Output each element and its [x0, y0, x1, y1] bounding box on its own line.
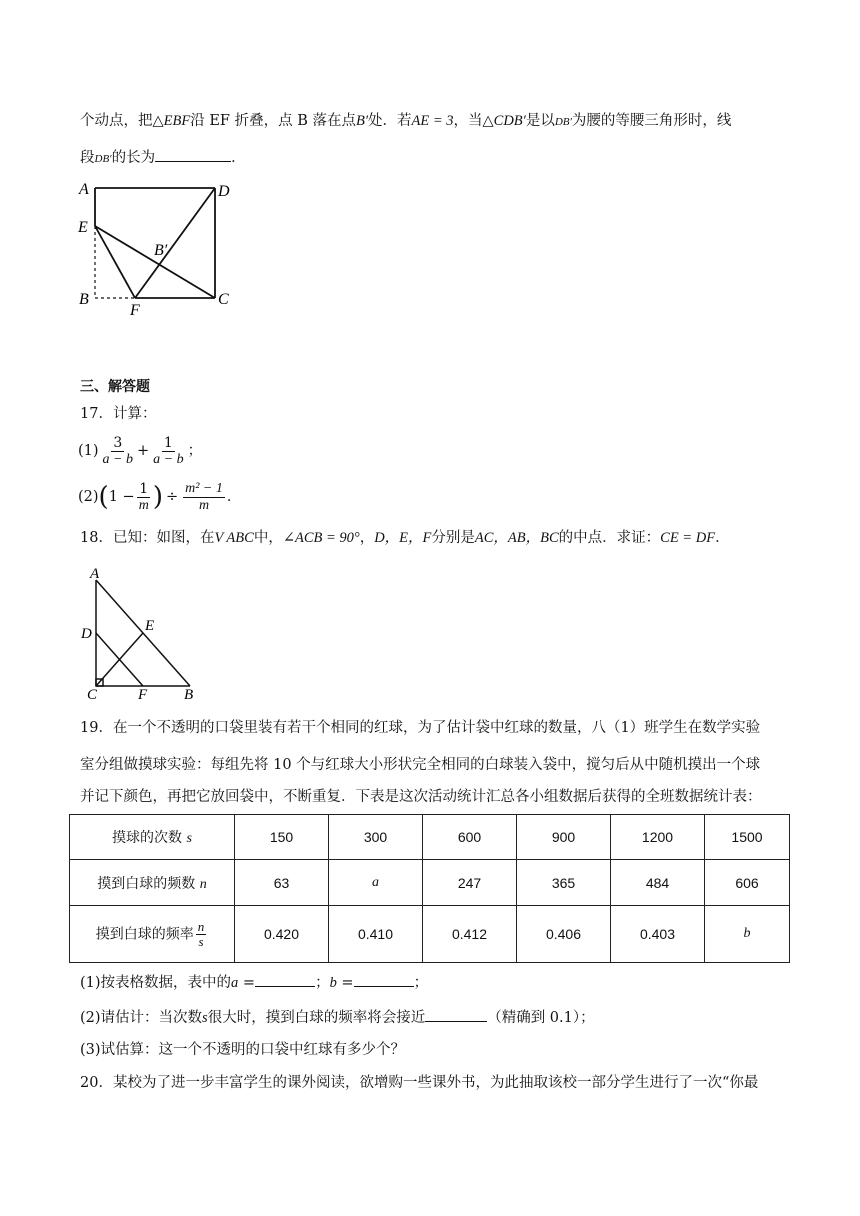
q18-statement: 18．已知：如图，在V ABC中，∠ACB = 90°，D，E，F分别是AC，AB，BC的中点．求证：CE = DF． — [80, 530, 730, 546]
answer-blank-b[interactable] — [354, 972, 414, 987]
table-cell: a — [329, 860, 423, 906]
table-cell: 150 — [235, 815, 329, 860]
label-d: D — [81, 626, 92, 642]
label-f: F — [138, 687, 148, 702]
label-f: F — [130, 302, 140, 318]
answer-blank[interactable] — [155, 147, 231, 162]
table-cell: 0.410 — [329, 906, 423, 963]
q16-line1: 个动点，把△EBF沿 EF 折叠，点 B 落在点B′处．若AE = 3，当△CDB′是以DB′为腰的等腰三角形时，线 — [80, 113, 732, 129]
q17-title: 17．计算： — [80, 406, 157, 422]
row-header: 摸球的次数 s — [70, 815, 235, 860]
table-cell: 0.420 — [235, 906, 329, 963]
label-b: B — [79, 291, 89, 308]
section-heading: 三、解答题 — [80, 379, 150, 395]
table-cell: 1500 — [705, 815, 790, 860]
fraction: $\frac{\text{m² − 1}}{m}$ — [185, 480, 223, 513]
table-cell: 300 — [329, 815, 423, 860]
table-cell: 900 — [517, 815, 611, 860]
table-cell: 600 — [423, 815, 517, 860]
label-c: C — [87, 687, 98, 702]
table-cell: 606 — [705, 860, 790, 906]
q19-line3: 并记下颜色，再把它放回袋中，不断重复．下表是这次活动统计汇总各小组数据后获得的全班数据统计表： — [80, 789, 762, 805]
table-cell: 0.406 — [517, 906, 611, 963]
table-row — [70, 815, 790, 860]
label-e: E — [78, 219, 88, 236]
table-cell: 484 — [611, 860, 705, 906]
table-cell: 247 — [423, 860, 517, 906]
q18-triangle-figure — [78, 562, 218, 702]
fraction: $\frac{3}{a - b}$ — [102, 434, 133, 467]
table-row — [70, 906, 790, 963]
q16-line2: 段DB′的长为 ． — [80, 147, 246, 169]
table-cell: 0.412 — [423, 906, 517, 963]
row-header: 摸到白球的频数 n — [70, 860, 235, 906]
q19-line1: 19．在一个不透明的口袋里装有若干个相同的红球，为了估计袋中红球的数量，八（1）班学生在数学实验 — [80, 720, 761, 736]
table-cell: 63 — [235, 860, 329, 906]
q19-line2: 室分组做摸球实验：每组先将 10 个与红球大小形状完全相同的白球装入袋中，搅匀后从中随机摸出一个球 — [80, 757, 761, 773]
answer-blank-a[interactable] — [255, 972, 315, 987]
label-e: E — [145, 618, 155, 634]
frequency-table — [69, 814, 790, 963]
q19-sub3: (3)试估算：这一个不透明的口袋中红球有多少个？ — [80, 1042, 406, 1058]
table-cell: 1200 — [611, 815, 705, 860]
label-a: A — [90, 566, 100, 582]
table-cell: 0.403 — [611, 906, 705, 963]
table-cell: b — [705, 906, 790, 963]
label-d: D — [218, 183, 230, 200]
fraction: $\frac{1}{m}$ — [138, 480, 149, 513]
q19-sub1: (1)按表格数据，表中的a = ；b = ； — [80, 972, 428, 993]
q17-part2: (2) ( 1 − $\frac{1}{m}$ ) ÷ $\frac{\text{m² − 1}}{m}$ ． — [78, 480, 242, 513]
q20-line1: 20．某校为了进一步丰富学生的课外阅读，欲增购一些课外书，为此抽取该校一部分学生进行了一次“你最 — [80, 1075, 759, 1091]
answer-blank-estimate[interactable] — [425, 1007, 487, 1022]
q19-sub2: (2)请估计：当次数s很大时，摸到白球的频率将会接近 （精确到 0.1）； — [80, 1007, 595, 1028]
q16-square-figure — [70, 178, 250, 318]
fraction: $\frac{1}{a - b}$ — [153, 434, 184, 467]
label-b: B — [184, 687, 194, 702]
table-row — [70, 860, 790, 906]
table-cell: 365 — [517, 860, 611, 906]
row-header: 摸到白球的频率 $\frac{n}{s}$ — [70, 906, 235, 963]
label-c: C — [218, 291, 229, 308]
label-a: A — [79, 181, 89, 198]
triangle-ebf: △EBF — [152, 113, 191, 129]
label-b-prime: B′ — [154, 242, 168, 259]
q17-part1: (1) $\frac{3}{a - b}$ + $\frac{1}{a - b}$ ； — [78, 434, 203, 467]
